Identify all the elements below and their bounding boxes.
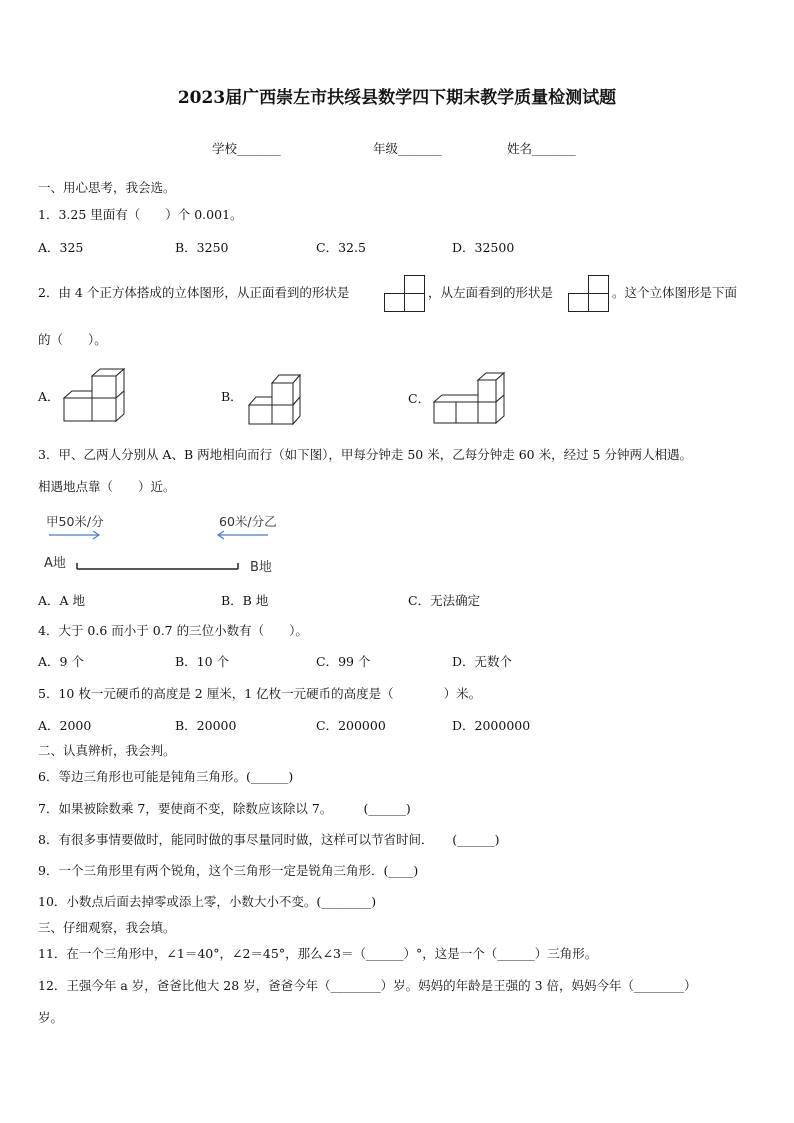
- q4-option-b: B．10 个: [175, 654, 230, 669]
- question-1: 1．3.25 里面有（ ）个 0.001。: [38, 207, 243, 222]
- front-view-figure: [384, 275, 426, 313]
- section-1-heading: 一、用心思考，我会选。: [38, 180, 176, 195]
- question-4: 4．大于 0.6 而小于 0.7 的三位小数有（ ）。: [38, 623, 308, 638]
- q2-option-b: B．: [221, 389, 243, 404]
- q2-option-c: C．: [408, 391, 431, 406]
- b-place-label: B地: [250, 560, 272, 575]
- question-9: 9．一个三角形里有两个锐角，这个三角形一定是锐角三角形．(____): [38, 863, 419, 878]
- question-10: 10．小数点后面去掉零或添上零，小数大小不变。(________): [38, 894, 377, 909]
- q3-option-b: B．B 地: [221, 593, 269, 608]
- question-2-part3: 。这个立体图形是下面: [612, 285, 738, 300]
- q2-option-a-cubes: [62, 366, 128, 428]
- q3-option-c: C．无法确定: [408, 593, 481, 608]
- question-5: 5．10 枚一元硬币的高度是 2 厘米，1 亿枚一元硬币的高度是（ ）米。: [38, 686, 482, 701]
- question-3-line1: 3．甲、乙两人分别从 A、B 两地相向而行（如下图），甲每分钟走 50 米，乙每分钟走 60 米，经过 5 分钟两人相遇。: [38, 447, 692, 462]
- q5-option-b: B．20000: [175, 718, 237, 733]
- jia-speed-label: 甲50米/分: [46, 514, 104, 529]
- page-title: 2023届广西崇左市扶绥县数学四下期末教学质量检测试题: [177, 88, 617, 108]
- jia-arrow: [48, 530, 102, 540]
- q1-option-d: D．32500: [452, 240, 515, 255]
- question-2-line2: 的（ ）。: [38, 332, 107, 347]
- q1-option-c: C．32.5: [316, 240, 366, 255]
- q5-option-d: D．2000000: [452, 718, 531, 733]
- question-12-line1: 12．王强今年 a 岁，爸爸比他大 28 岁，爸爸今年（________）岁。妈妈的年龄是王强的 3 倍，妈妈今年（________）: [38, 978, 697, 993]
- q4-option-d: D．无数个: [452, 654, 513, 669]
- q2-option-a: A．: [38, 389, 60, 404]
- question-8: 8．有很多事情要做时，能同时做的事尽量同时做，这样可以节省时间． (______): [38, 832, 500, 847]
- q3-option-a: A．A 地: [38, 593, 86, 608]
- question-7: 7．如果被除数乘 7，要使商不变，除数应该除以 7。 (______): [38, 801, 411, 816]
- q5-option-a: A．2000: [38, 718, 92, 733]
- name-field: 姓名_______: [507, 141, 576, 156]
- question-2-part1: 2．由 4 个正方体搭成的立体图形，从正面看到的形状是: [38, 285, 350, 300]
- yi-speed-label: 60米/分乙: [219, 514, 277, 529]
- school-field: 学校_______: [212, 141, 281, 156]
- a-place-label: A地: [44, 556, 66, 571]
- q4-option-c: C．99 个: [316, 654, 371, 669]
- yi-arrow: [216, 530, 270, 540]
- q1-option-b: B．3250: [175, 240, 229, 255]
- q5-option-c: C．200000: [316, 718, 386, 733]
- q4-option-a: A．9 个: [38, 654, 84, 669]
- section-2-heading: 二、认真辨析，我会判。: [38, 743, 176, 758]
- section-3-heading: 三、仔细观察，我会填。: [38, 920, 176, 935]
- left-view-figure: [568, 275, 610, 313]
- question-2-part2: ，从左面看到的形状是: [428, 285, 554, 300]
- grade-field: 年级_______: [373, 141, 442, 156]
- q2-option-c-cubes: [432, 370, 508, 426]
- route-line: [75, 560, 241, 572]
- question-3-line2: 相遇地点靠（ ）近。: [38, 479, 176, 494]
- question-6: 6．等边三角形也可能是钝角三角形。(______): [38, 769, 294, 784]
- question-12-line2: 岁。: [38, 1010, 64, 1025]
- question-11: 11．在一个三角形中，∠1＝40°，∠2＝45°，那么∠3＝（______）°，这是一个（______）三角形。: [38, 946, 598, 961]
- q2-option-b-cubes: [246, 370, 304, 426]
- q1-option-a: A．325: [38, 240, 84, 255]
